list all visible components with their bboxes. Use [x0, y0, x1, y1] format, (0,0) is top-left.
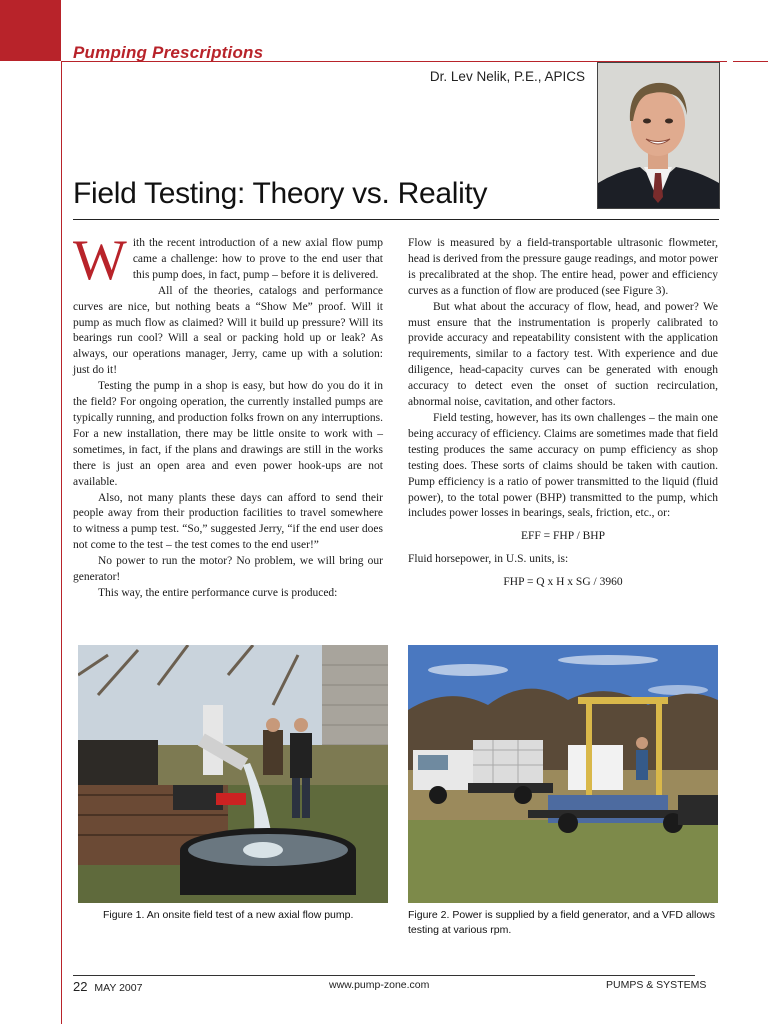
author-byline: Dr. Lev Nelik, P.E., APICS: [429, 69, 585, 84]
paragraph: Flow is measured by a field-transportable ultrasonic flowmeter, head is derived from the pressure gauge readings, and motor power is precalibrated at the shop. The entire head, power and efficiency curves as a function of flow are produced (see Figure 3).: [408, 237, 718, 297]
paragraph: But what about the accuracy of flow, head, and power? We must ensure that the instrumentation is properly calibrated to provide accuracy and repeatability consistent with the application requirements, similar to a factory test. With experience and due diligence, head-capacity curves can be generated with enough accuracy to detect even the onset of suction recirculation, abnormal noise, cavitation, and other factors.: [408, 300, 718, 409]
footer-magazine: PUMPS & SYSTEMS: [606, 979, 707, 991]
figure-2-caption: Figure 2. Power is supplied by a field generator, and a VFD allows testing at various rpm.: [408, 909, 715, 936]
paragraph: [73, 229, 383, 292]
paragraph: Testing the pump in a shop is easy, but how do you do it in the field? For ongoing operation, the currently installed pumps are typically running, and production folks frown on any interruptions. For a new installation, there may be little onsite to work with – sometimes, in fact, if the plans and drawings are still in the works there is just an open area and even power hook-ups are not available.: [73, 380, 383, 488]
header-rule-right: [733, 61, 768, 62]
dropcap: W: [73, 229, 127, 292]
corner-block: [0, 0, 61, 61]
paragraph: This way, the entire performance curve is produced:: [98, 586, 338, 599]
page-number: 22: [73, 979, 88, 994]
formula-fluid-horsepower: FHP = Q x H x SG / 3960: [503, 576, 623, 589]
paragraph: No power to run the motor? No problem, we will bring our generator!: [73, 555, 383, 584]
figure-1-photo: [78, 645, 388, 903]
paragraph-text: ith the recent introduction of a new axial flow pump came a challenge: how to prove to the end user that this pump does, in fact, pump – before it is delivered.: [132, 237, 383, 281]
author-photo: [597, 62, 720, 209]
section-title: Pumping Prescriptions: [73, 43, 264, 62]
footer-url[interactable]: www.pump-zone.com: [329, 979, 430, 991]
paragraph: Fluid horsepower, in U.S. units, is:: [408, 553, 569, 566]
figure-2-photo: [408, 645, 718, 903]
margin-rule: [61, 61, 62, 1024]
footer-page-info: [73, 979, 142, 994]
paragraph: All of the theories, catalogs and performance curves are nice, but nothing beats a “Show Me” proof. Will it pump as much flow as claimed? Will it build up pressure? Will its bearings run cool? Will a seal or packing hold up or leak? As always, our operations manager, Jerry, came up with a solution: just do it!: [73, 284, 383, 377]
paragraph: Also, not many plants these days can afford to send their people away from their production facilities to travel somewhere to witness a pump test. “So,” suggested Jerry, “if the end user does not come to the test – the test comes to the end user!”: [73, 491, 383, 552]
formula-efficiency: EFF = FHP / BHP: [520, 530, 606, 543]
left-column: [73, 229, 383, 602]
title-rule: [73, 219, 719, 220]
paragraph: Field testing, however, has its own challenges – the main one being accuracy of efficiency. Claims are sometimes made that field testing produces the same accuracy on pump efficiency as shop testing does. These sorts of claims should be taken with caution. Pump efficiency is a ratio of power transmitted to the liquid (fluid power), to the total power (BHP) transmitted to the pump, which includes power losses in bearings, seals, friction, etc., or:: [408, 411, 718, 520]
article-title: Field Testing: Theory vs. Reality: [73, 177, 488, 210]
figure-1-caption: Figure 1. An onsite field test of a new axial flow pump.: [103, 909, 354, 921]
right-column: [408, 236, 718, 598]
footer-rule: [73, 975, 695, 976]
issue-date: MAY 2007: [94, 982, 143, 994]
